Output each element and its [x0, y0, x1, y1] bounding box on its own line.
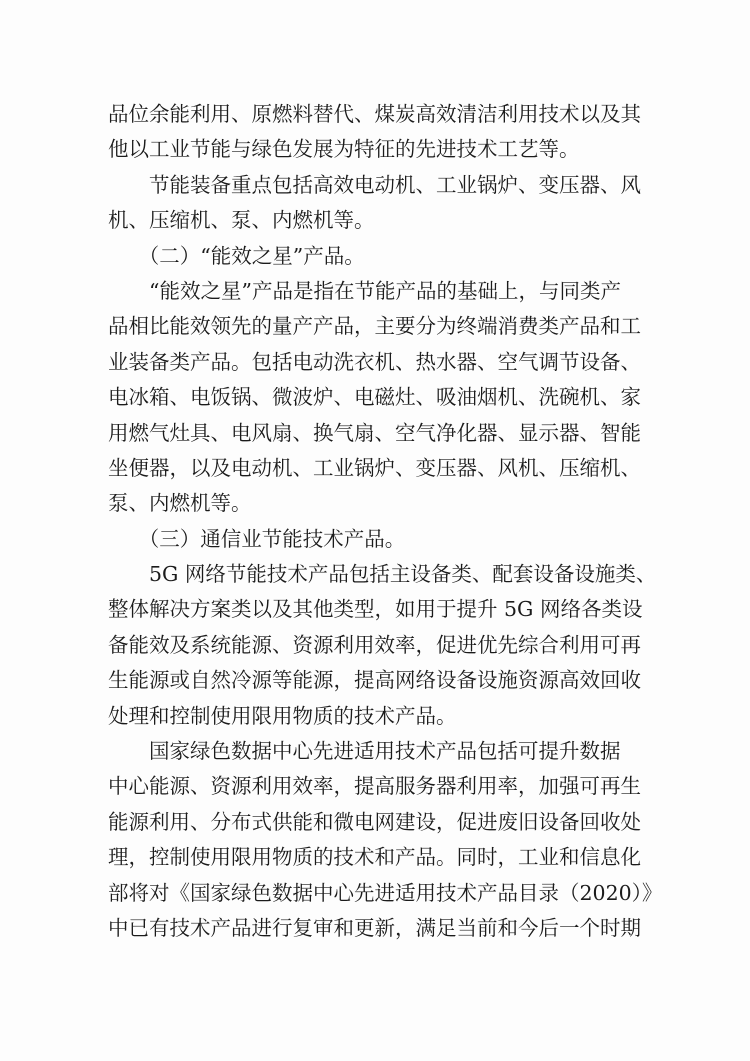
text-line: 能源利用、分布式供能和微电网建设，促进废旧设备回收处: [108, 809, 641, 834]
text-line: 品位余能利用、原燃料替代、煤炭高效清洁利用技术以及其: [108, 102, 641, 126]
section-heading: （二）“能效之星”产品。: [108, 243, 365, 268]
text-line: 备能效及系统能源、资源利用效率，促进优先综合利用可再: [108, 632, 641, 657]
text-line: 中已有技术产品进行复审和更新，满足当前和今后一个时期: [108, 915, 641, 940]
text-line: 他以工业节能与绿色发展为特征的先进技术工艺等。: [108, 137, 580, 162]
text-line: 处理和控制使用限用物质的技术产品。: [108, 703, 457, 728]
text-line: 泵、内燃机等。: [108, 491, 252, 516]
text-line: 用燃气灶具、电风扇、换气扇、空气净化器、显示器、智能: [108, 420, 641, 445]
text-line: 机、压缩机、泵、内燃机等。: [108, 208, 375, 233]
text-line: 生能源或自然冷源等能源，提高网络设备设施资源高效回收: [108, 668, 641, 693]
text-line: 业装备类产品。包括电动洗衣机、热水器、空气调节设备、: [108, 349, 641, 374]
text-line: 品相比能效领先的量产产品，主要分为终端消费类产品和工: [108, 314, 641, 339]
text-line: 节能装备重点包括高效电动机、工业锅炉、变压器、风: [108, 172, 641, 197]
text-line: 中心能源、资源利用效率，提高服务器利用率，加强可再生: [108, 774, 641, 799]
text-line: 电冰箱、电饭锅、微波炉、电磁灶、吸油烟机、洗碗机、家: [108, 385, 641, 410]
text-line: 坐便器，以及电动机、工业锅炉、变压器、风机、压缩机、: [108, 455, 641, 480]
text-line: 国家绿色数据中心先进适用技术产品包括可提升数据: [108, 739, 621, 764]
text-line: 理，控制使用限用物质的技术和产品。同时，工业和信息化: [108, 845, 641, 870]
section-heading: （三）通信业节能技术产品。: [108, 526, 406, 551]
text-line: 5G 网络节能技术产品包括主设备类、配套设备设施类、: [108, 562, 657, 587]
text-line: 整体解决方案类以及其他类型，如用于提升 5G 网络各类设: [108, 597, 643, 622]
text-line: “能效之星”产品是指在节能产品的基础上，与同类产: [108, 278, 621, 303]
text-line: 部将对《国家绿色数据中心先进适用技术产品目录（2020）》: [108, 880, 663, 905]
document-body: [108, 97, 663, 946]
